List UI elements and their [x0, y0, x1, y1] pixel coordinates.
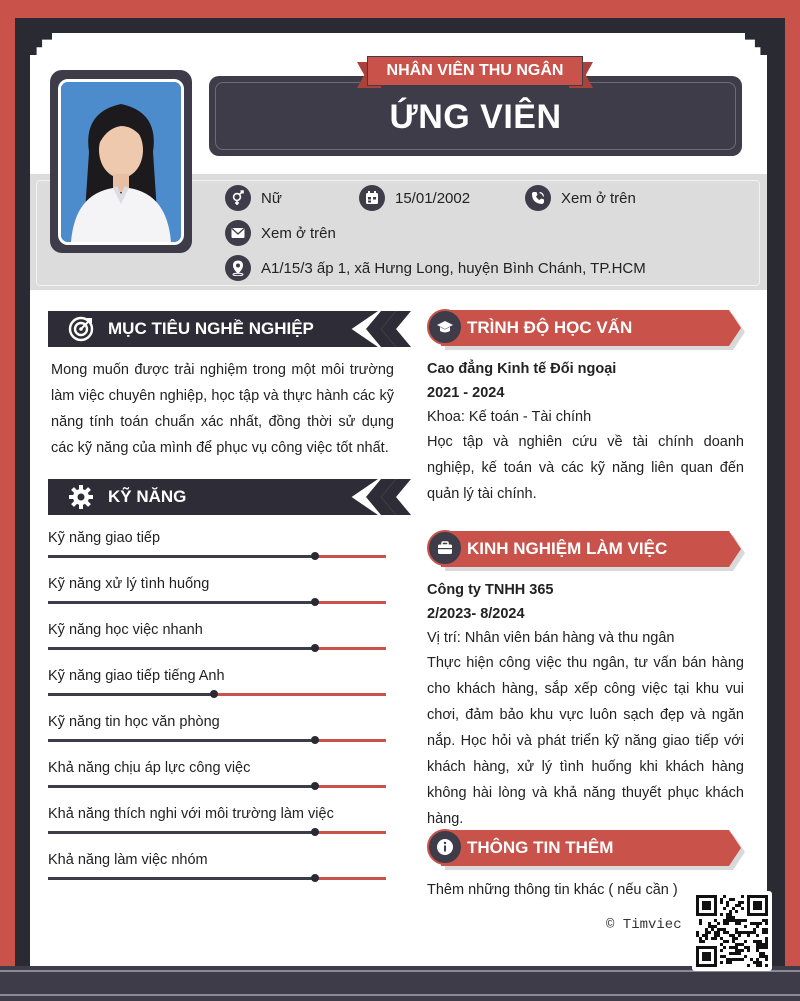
skill-level-fill	[48, 693, 214, 696]
calendar-icon	[359, 185, 385, 211]
gender-icon	[225, 185, 251, 211]
phone-value: Xem ở trên	[561, 189, 636, 207]
experience-position: Vị trí: Nhân viên bán hàng và thu ngân	[427, 630, 675, 646]
experience-period: 2/2023- 8/2024	[427, 606, 525, 622]
skill-level-marker	[311, 874, 319, 882]
skill-level-bar	[48, 555, 386, 558]
additional-text: Thêm những thông tin khác ( nếu cần )	[427, 882, 678, 898]
gear-icon	[68, 484, 94, 510]
address-item	[225, 255, 646, 281]
education-school: Cao đẳng Kinh tế Đối ngoại	[427, 361, 617, 377]
phone-item	[525, 185, 636, 211]
skill-row	[48, 851, 388, 891]
skill-label: Khả năng làm việc nhóm	[48, 852, 208, 868]
skill-row	[48, 759, 388, 799]
qr-code	[692, 891, 772, 971]
education-entry	[427, 357, 744, 507]
candidate-name: ỨNG VIÊN	[389, 98, 562, 136]
skill-level-fill	[48, 831, 315, 834]
skill-label: Kỹ năng giao tiếp tiếng Anh	[48, 668, 225, 684]
email-icon	[225, 220, 251, 246]
skill-label: Kỹ năng học việc nhanh	[48, 622, 203, 638]
birthdate-item	[359, 185, 470, 211]
location-pin-icon	[225, 255, 251, 281]
education-description: Học tập và nghiên cứu về tài chính doanh nghiệp, kế toán và các kỹ năng liên quan đến quản lý tài chính.	[427, 434, 744, 502]
skill-row	[48, 621, 388, 661]
additional-header	[427, 828, 741, 868]
skill-row	[48, 575, 388, 615]
skill-level-fill	[48, 877, 315, 880]
skill-level-marker	[311, 598, 319, 606]
experience-title: KINH NGHIỆM LÀM VIỆC	[467, 539, 668, 558]
skill-level-fill	[48, 555, 315, 558]
education-title: TRÌNH ĐỘ HỌC VẤN	[467, 318, 633, 337]
experience-description: Thực hiện công việc thu ngân, tư vấn bán hàng cho khách hàng, sắp xếp công việc tại khu vui chơi, đảm bảo khu vực luôn sạch đẹp và ngăn nắp. Học hỏi và phát triển kỹ năng giao tiếp với khách hàng, xử lý tình huống khi khách hàng không hài lòng và khả năng thuyết phục khách hàng.	[427, 655, 744, 827]
skill-label: Kỹ năng tin học văn phòng	[48, 714, 220, 730]
skill-level-bar	[48, 831, 386, 834]
skill-label: Khả năng chịu áp lực công việc	[48, 760, 251, 776]
skill-level-bar	[48, 693, 386, 696]
experience-entry	[427, 578, 744, 832]
skill-level-fill	[48, 601, 315, 604]
gender-value: Nữ	[261, 189, 282, 207]
skill-level-bar	[48, 647, 386, 650]
skill-level-bar	[48, 785, 386, 788]
skill-level-fill	[48, 739, 315, 742]
gender-item	[225, 185, 282, 211]
skill-row	[48, 713, 388, 753]
skill-level-bar	[48, 739, 386, 742]
skill-label: Kỹ năng xử lý tình huống	[48, 576, 210, 592]
job-title-ribbon	[357, 56, 593, 88]
skills-header-bar	[48, 479, 378, 515]
skill-level-fill	[48, 785, 315, 788]
skill-label: Kỹ năng giao tiếp	[48, 530, 161, 546]
skills-title: KỸ NĂNG	[108, 487, 187, 506]
info-icon	[427, 829, 463, 865]
skill-row	[48, 805, 388, 845]
birthdate-value: 15/01/2002	[395, 189, 471, 207]
skill-row	[48, 667, 388, 707]
education-period: 2021 - 2024	[427, 385, 505, 401]
watermark: © Timviec	[606, 917, 682, 933]
objective-text: Mong muốn được trải nghiệm trong một môi trường làm việc chuyên nghiệp, học tập và thực hành các kỹ năng tính toán chuẩn xác nhất, đồng thời sử dụng các kỹ năng của mình để phục vụ công việc tốt nhất.	[51, 362, 394, 456]
job-title: NHÂN VIÊN THU NGÂN	[367, 56, 583, 86]
phone-icon	[525, 185, 551, 211]
email-item	[225, 220, 336, 246]
briefcase-icon	[427, 530, 463, 566]
footer-band	[0, 966, 800, 1001]
additional-title: THÔNG TIN THÊM	[467, 838, 614, 857]
objective-header	[48, 311, 397, 347]
skill-level-marker	[311, 828, 319, 836]
avatar	[58, 79, 184, 245]
skill-level-marker	[311, 782, 319, 790]
address-value: A1/15/3 ấp 1, xã Hưng Long, huyện Bình Chánh, TP.HCM	[261, 259, 646, 277]
skill-level-marker	[311, 644, 319, 652]
experience-company: Công ty TNHH 365	[427, 582, 554, 598]
skill-level-bar	[48, 877, 386, 880]
objective-title: MỤC TIÊU NGHỀ NGHIỆP	[108, 319, 314, 338]
skill-level-marker	[311, 736, 319, 744]
experience-header	[427, 529, 741, 569]
skill-level-marker	[210, 690, 218, 698]
skill-level-marker	[311, 552, 319, 560]
skill-row	[48, 529, 388, 569]
target-icon	[68, 316, 94, 342]
graduation-cap-icon	[427, 309, 463, 345]
skill-level-fill	[48, 647, 315, 650]
education-header	[427, 308, 741, 348]
skill-label: Khả năng thích nghi với môi trường làm việc	[48, 806, 334, 822]
education-major: Khoa: Kế toán - Tài chính	[427, 409, 592, 425]
email-value: Xem ở trên	[261, 224, 336, 242]
skills-header	[48, 479, 397, 515]
skill-level-bar	[48, 601, 386, 604]
